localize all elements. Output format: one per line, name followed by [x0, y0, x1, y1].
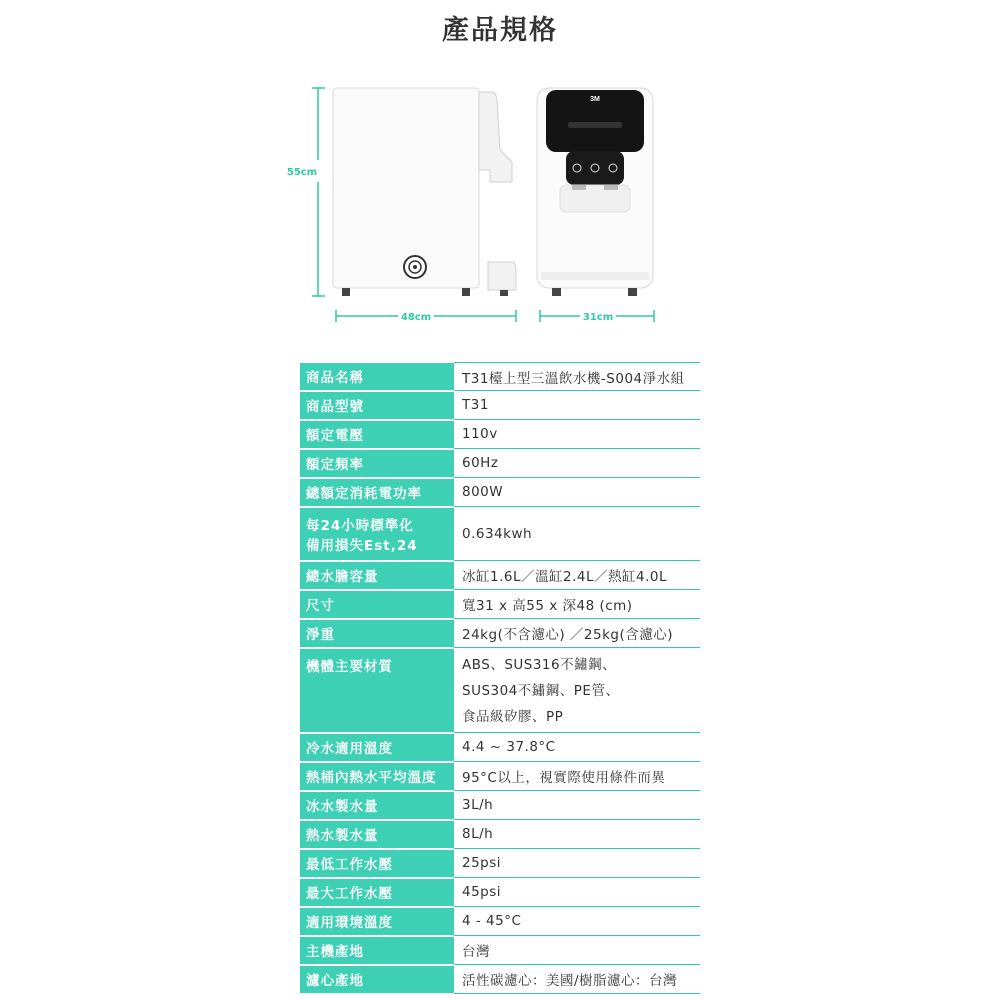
spec-label: 商品型號 [300, 391, 454, 420]
product-dimension-diagram [0, 0, 1000, 340]
spec-value: 冰缸1.6L／溫缸2.4L／熱缸4.0L [454, 561, 700, 590]
table-row [300, 507, 700, 561]
table-row [300, 849, 700, 878]
spec-value: 95°C以上，視實際使用條件而異 [454, 762, 700, 791]
table-row [300, 619, 700, 648]
spec-label [300, 507, 454, 561]
spec-value: 0.634kwh [454, 507, 700, 561]
table-row [300, 391, 700, 420]
table-row [300, 561, 700, 590]
width-label: 31cm [582, 312, 614, 323]
spec-label: 熱水製水量 [300, 820, 454, 849]
spec-value: 60Hz [454, 449, 700, 478]
table-row [300, 449, 700, 478]
spec-label: 熱桶內熱水平均溫度 [300, 762, 454, 791]
side-view-illustration [333, 88, 516, 296]
spec-label-line: 每24小時標準化 [306, 517, 414, 534]
table-row [300, 878, 700, 907]
spec-label: 總水膽容量 [300, 561, 454, 590]
spec-label: 機體主要材質 [300, 648, 454, 733]
spec-value: 8L/h [454, 820, 700, 849]
spec-label: 最低工作水壓 [300, 849, 454, 878]
table-row [300, 936, 700, 965]
spec-label: 額定電壓 [300, 420, 454, 449]
page-title: 產品規格 [442, 15, 558, 46]
spec-value: 3L/h [454, 791, 700, 820]
spec-value: 4 - 45°C [454, 907, 700, 936]
table-row [300, 733, 700, 762]
spec-label: 濾心產地 [300, 965, 454, 994]
table-row [300, 363, 700, 391]
spec-value: 800W [454, 478, 700, 507]
spec-label: 適用環境溫度 [300, 907, 454, 936]
spec-label: 商品名稱 [300, 363, 454, 391]
table-row [300, 420, 700, 449]
spec-value: 4.4 ~ 37.8°C [454, 733, 700, 762]
spec-label: 冷水適用溫度 [300, 733, 454, 762]
table-row [300, 648, 700, 733]
spec-value: 台灣 [454, 936, 700, 965]
table-row [300, 478, 700, 507]
spec-label: 主機產地 [300, 936, 454, 965]
brand-logo: 3M [590, 96, 600, 103]
spec-value: 活性碳濾心：美國/樹脂濾心：台灣 [454, 965, 700, 994]
spec-label: 總額定消耗電功率 [300, 478, 454, 507]
height-dimension [312, 88, 325, 296]
spec-label-line: 備用損失Est,24 [306, 537, 418, 554]
depth-label: 48cm [400, 312, 432, 323]
spec-label: 尺寸 [300, 590, 454, 619]
table-row [300, 907, 700, 936]
spec-value: 45psi [454, 878, 700, 907]
spec-value-line: SUS304不鏽鋼、PE管、 [462, 683, 620, 699]
table-row [300, 965, 700, 994]
table-row [300, 820, 700, 849]
spec-table [300, 362, 700, 995]
spec-value: 25psi [454, 849, 700, 878]
height-label: 55cm [286, 167, 318, 178]
spec-value: T31檯上型三溫飲水機-S004淨水組 [454, 363, 700, 391]
spec-value: T31 [454, 391, 700, 420]
spec-value: 寬31 x 高55 x 深48 (cm) [454, 590, 700, 619]
spec-value-line: ABS、SUS316不鏽鋼、 [462, 657, 617, 673]
front-view-illustration [537, 88, 653, 296]
spec-label: 最大工作水壓 [300, 878, 454, 907]
table-row [300, 590, 700, 619]
spec-value: 110v [454, 420, 700, 449]
table-row [300, 762, 700, 791]
spec-label: 淨重 [300, 619, 454, 648]
spec-value: 24kg(不含濾心) ／25kg(含濾心) [454, 619, 700, 648]
spec-value-line: 食品級矽膠、PP [462, 709, 564, 725]
table-row [300, 791, 700, 820]
spec-value [454, 648, 700, 733]
spec-label: 冰水製水量 [300, 791, 454, 820]
spec-label: 額定頻率 [300, 449, 454, 478]
